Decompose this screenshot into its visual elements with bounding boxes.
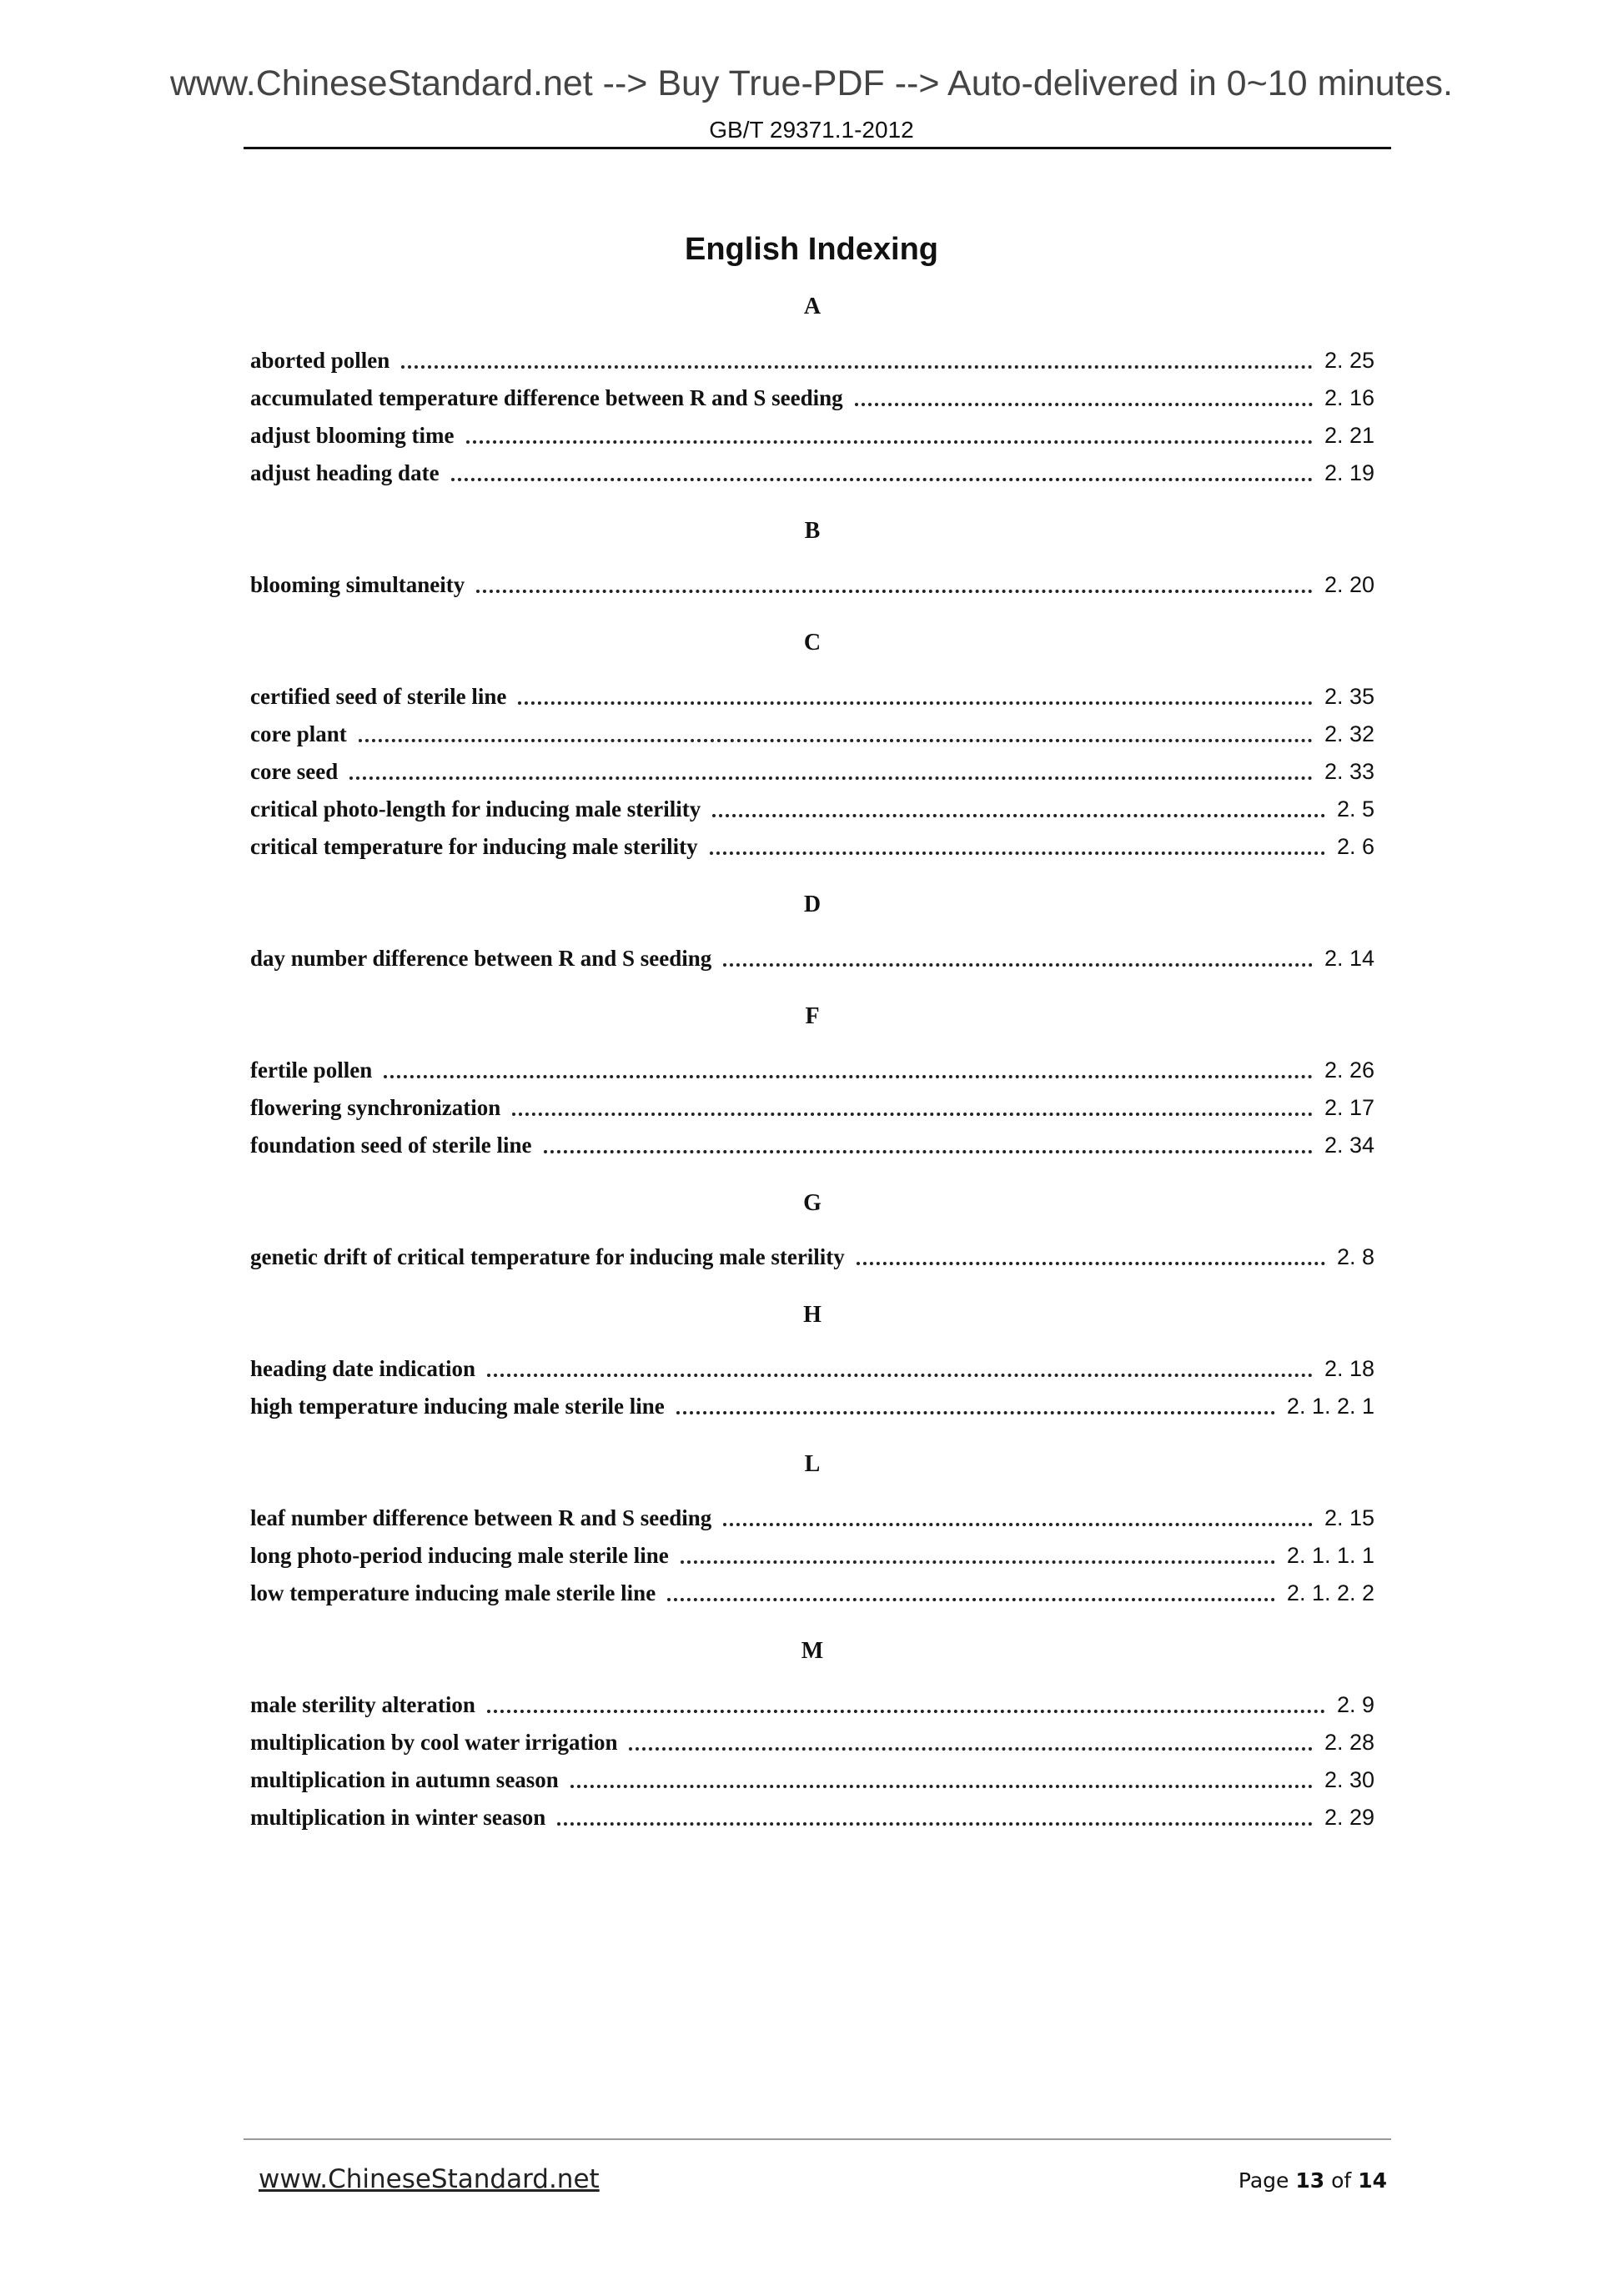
index-entry bbox=[250, 1388, 1374, 1425]
entry-ref: 2. 19 bbox=[1324, 460, 1374, 485]
dot-leader bbox=[512, 1101, 1313, 1116]
section-letter: H bbox=[803, 1302, 822, 1328]
entry-term: foundation seed of sterile line bbox=[250, 1133, 532, 1158]
entry-term: low temperature inducing male sterile line bbox=[250, 1580, 656, 1605]
index-entry bbox=[250, 1238, 1374, 1276]
index-entry bbox=[250, 940, 1374, 977]
entry-term: accumulated temperature difference between R and S seeding bbox=[250, 385, 843, 410]
entry-ref: 2. 1. 2. 2 bbox=[1286, 1580, 1374, 1605]
total-pages: 14 bbox=[1358, 2168, 1387, 2193]
footer-link[interactable]: www.ChineseStandard.net bbox=[259, 2164, 600, 2194]
section-letter: C bbox=[803, 630, 822, 656]
index-entry bbox=[250, 791, 1374, 828]
entry-ref: 2. 14 bbox=[1324, 946, 1374, 971]
entry-ref: 2. 32 bbox=[1324, 721, 1374, 746]
entry-ref: 2. 35 bbox=[1324, 684, 1374, 709]
entry-term: multiplication by cool water irrigation bbox=[250, 1730, 618, 1755]
section-letter: G bbox=[803, 1190, 822, 1216]
entry-term: critical temperature for inducing male sterility bbox=[250, 834, 698, 859]
index-entry bbox=[250, 1089, 1374, 1127]
entry-ref: 2. 18 bbox=[1324, 1356, 1374, 1381]
index-entry bbox=[250, 1799, 1374, 1836]
dot-leader bbox=[518, 690, 1313, 705]
dot-leader bbox=[676, 1399, 1275, 1414]
entry-ref: 2. 16 bbox=[1324, 385, 1374, 410]
entry-term: male sterility alteration bbox=[250, 1692, 475, 1717]
entry-ref: 2. 9 bbox=[1336, 1692, 1374, 1717]
entry-ref: 2. 30 bbox=[1324, 1767, 1374, 1792]
entry-term: flowering synchronization bbox=[250, 1095, 501, 1120]
entry-term: genetic drift of critical temperature for inducing male sterility bbox=[250, 1244, 845, 1269]
header-divider bbox=[244, 147, 1391, 149]
dot-leader bbox=[629, 1736, 1312, 1751]
entry-term: long photo-period inducing male sterile line bbox=[250, 1543, 669, 1568]
entry-term: critical photo-length for inducing male sterility bbox=[250, 796, 701, 821]
dot-leader bbox=[384, 1063, 1313, 1078]
index-entry bbox=[250, 379, 1374, 417]
index-entry bbox=[250, 417, 1374, 455]
index-entry bbox=[250, 1686, 1374, 1724]
entry-ref: 2. 5 bbox=[1336, 796, 1374, 821]
entry-ref: 2. 25 bbox=[1324, 348, 1374, 373]
entry-ref: 2. 1. 1. 1 bbox=[1286, 1543, 1374, 1568]
index-entry bbox=[250, 716, 1374, 753]
index-entry bbox=[250, 1537, 1374, 1575]
index-entry bbox=[250, 678, 1374, 716]
entry-ref: 2. 26 bbox=[1324, 1058, 1374, 1083]
dot-leader bbox=[667, 1586, 1275, 1601]
dot-leader bbox=[557, 1811, 1313, 1826]
dot-leader bbox=[487, 1698, 1325, 1713]
entry-term: certified seed of sterile line bbox=[250, 684, 507, 709]
index-entry bbox=[250, 1761, 1374, 1799]
dot-leader bbox=[466, 429, 1313, 444]
index-list bbox=[250, 288, 1374, 1836]
section-letter: B bbox=[804, 518, 821, 544]
entry-ref: 2. 20 bbox=[1324, 572, 1374, 597]
dot-leader bbox=[451, 466, 1313, 481]
entry-term: core plant bbox=[250, 721, 347, 746]
entry-term: core seed bbox=[250, 759, 339, 784]
dot-leader bbox=[681, 1549, 1275, 1564]
dot-leader bbox=[723, 1511, 1313, 1526]
dot-leader bbox=[712, 802, 1325, 817]
entry-term: heading date indication bbox=[250, 1356, 476, 1381]
banner-text: www.ChineseStandard.net --> Buy True-PDF --> Auto-delivered in 0~10 minutes. bbox=[169, 63, 1453, 103]
index-entry bbox=[250, 566, 1374, 604]
section-letter: A bbox=[803, 294, 822, 319]
page-of: of bbox=[1331, 2168, 1352, 2193]
entry-term: leaf number difference between R and S seeding bbox=[250, 1505, 712, 1530]
entry-term: blooming simultaneity bbox=[250, 572, 465, 597]
standard-number: GB/T 29371.1-2012 bbox=[709, 117, 914, 143]
entry-ref: 2. 8 bbox=[1336, 1244, 1374, 1269]
index-entry bbox=[250, 1724, 1374, 1761]
entry-term: aborted pollen bbox=[250, 348, 390, 373]
dot-leader bbox=[570, 1773, 1313, 1788]
index-entry bbox=[250, 1500, 1374, 1537]
dot-leader bbox=[710, 840, 1325, 855]
entry-term: multiplication in autumn season bbox=[250, 1767, 559, 1792]
index-entry bbox=[250, 1052, 1374, 1089]
current-page: 13 bbox=[1295, 2168, 1325, 2193]
section-letter: D bbox=[803, 892, 822, 917]
dot-leader bbox=[487, 1362, 1313, 1377]
dot-leader bbox=[476, 578, 1313, 593]
entry-term: adjust heading date bbox=[250, 460, 440, 485]
page-prefix: Page bbox=[1238, 2168, 1289, 2193]
footer-divider bbox=[244, 2138, 1391, 2140]
entry-ref: 2. 1. 2. 1 bbox=[1286, 1394, 1374, 1419]
entry-term: multiplication in winter season bbox=[250, 1805, 546, 1830]
entry-term: adjust blooming time bbox=[250, 423, 455, 448]
index-entry bbox=[250, 1127, 1374, 1164]
dot-leader bbox=[359, 727, 1313, 742]
page-number bbox=[1239, 2168, 1387, 2193]
entry-term: high temperature inducing male sterile line bbox=[250, 1394, 665, 1419]
entry-ref: 2. 34 bbox=[1324, 1133, 1374, 1158]
entry-ref: 2. 33 bbox=[1324, 759, 1374, 784]
index-entry bbox=[250, 1350, 1374, 1388]
index-entry bbox=[250, 342, 1374, 379]
dot-leader bbox=[855, 391, 1313, 406]
dot-leader bbox=[723, 952, 1313, 967]
entry-ref: 2. 6 bbox=[1336, 834, 1374, 859]
index-entry bbox=[250, 828, 1374, 866]
index-entry bbox=[250, 753, 1374, 791]
section-letter: M bbox=[801, 1638, 824, 1664]
index-entry bbox=[250, 1575, 1374, 1612]
entry-ref: 2. 15 bbox=[1324, 1505, 1374, 1530]
entry-ref: 2. 28 bbox=[1324, 1730, 1374, 1755]
dot-leader bbox=[544, 1138, 1313, 1153]
section-letter: F bbox=[805, 1003, 820, 1029]
dot-leader bbox=[401, 354, 1313, 369]
entry-ref: 2. 29 bbox=[1324, 1805, 1374, 1830]
page-title: English Indexing bbox=[684, 232, 939, 267]
index-entry bbox=[250, 455, 1374, 492]
entry-term: day number difference between R and S seeding bbox=[250, 946, 712, 971]
section-letter: L bbox=[804, 1451, 821, 1477]
entry-ref: 2. 17 bbox=[1324, 1095, 1374, 1120]
dot-leader bbox=[349, 765, 1313, 780]
entry-ref: 2. 21 bbox=[1324, 423, 1374, 448]
entry-term: fertile pollen bbox=[250, 1058, 373, 1083]
dot-leader bbox=[857, 1250, 1325, 1265]
